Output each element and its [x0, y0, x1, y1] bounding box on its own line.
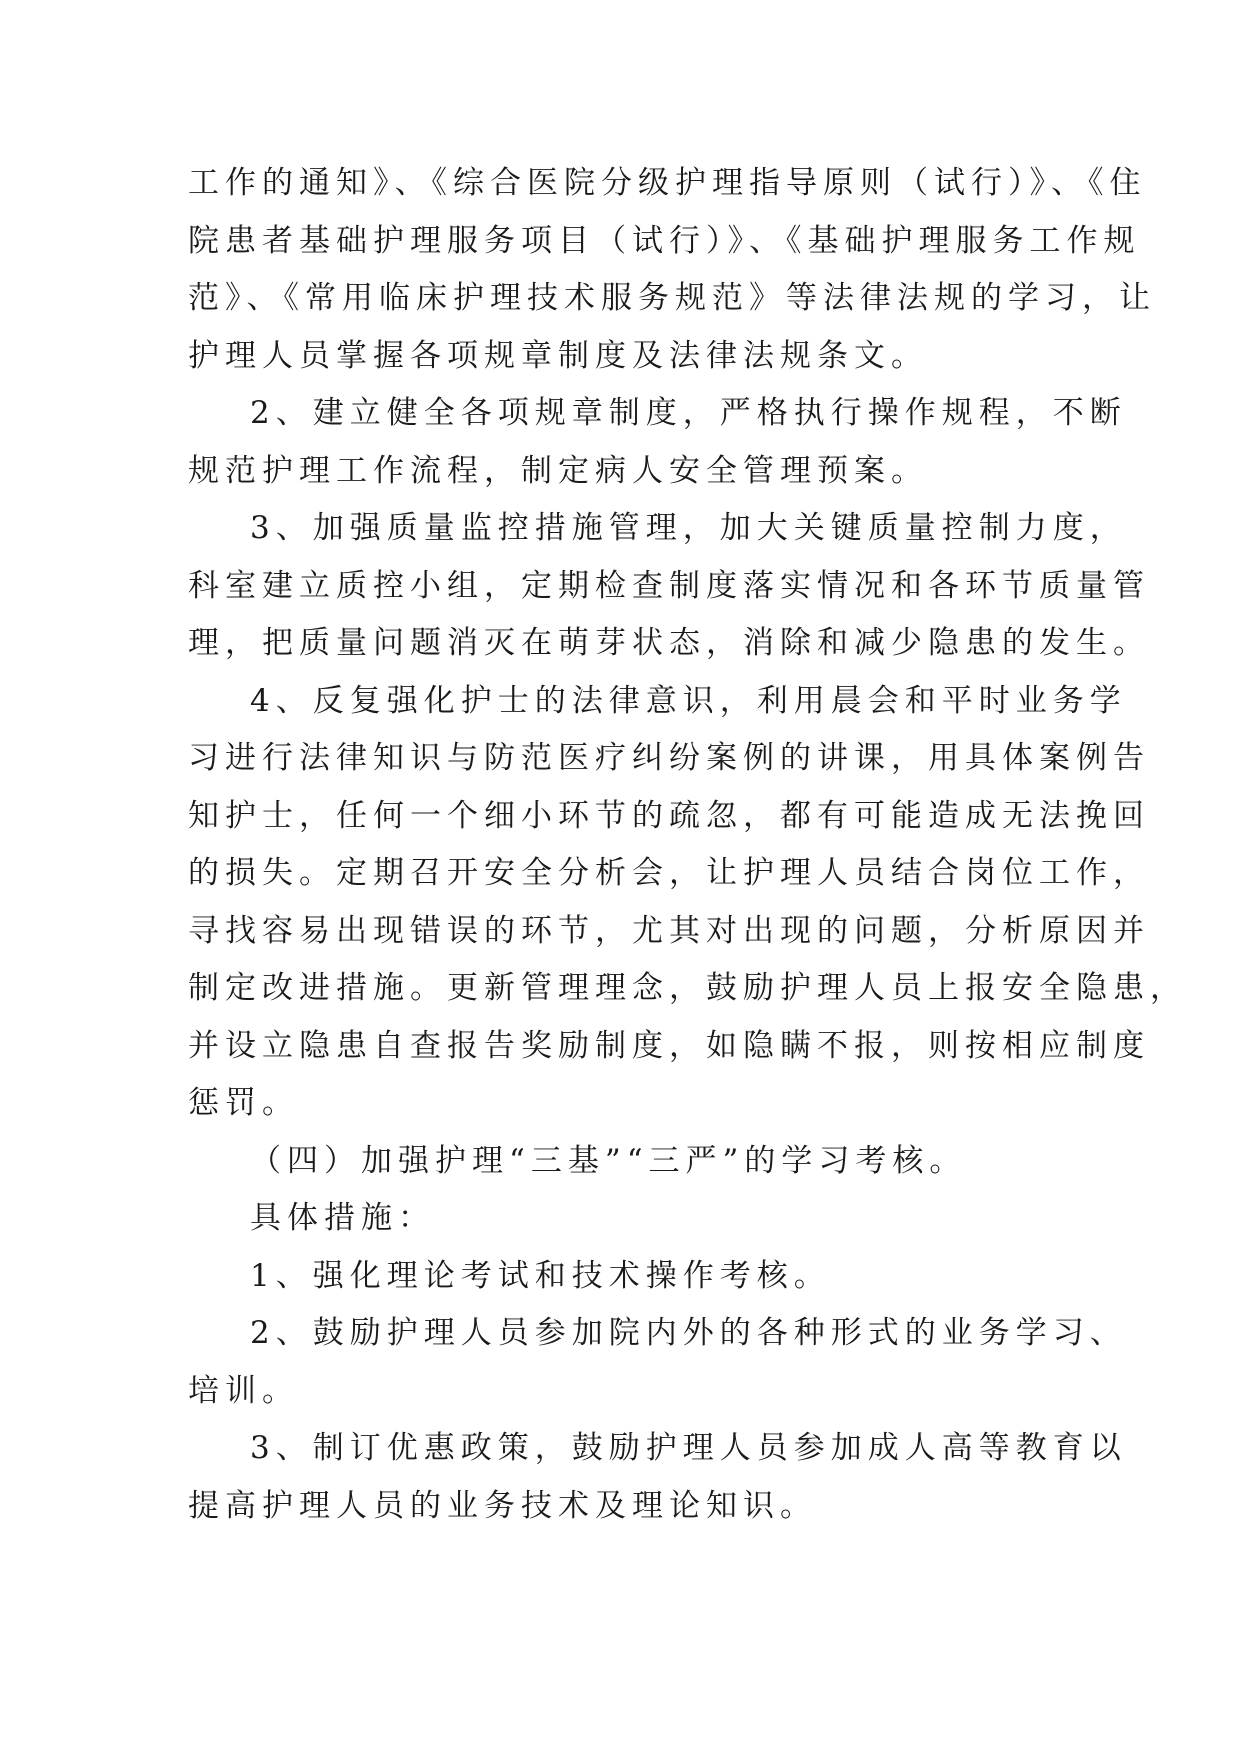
text-line: 理，把质量问题消灭在萌芽状态，消除和减少隐患的发生。	[188, 625, 1150, 661]
text-line: （四）加强护理“三基”“三严”的学习考核。	[250, 1142, 967, 1179]
text-line: 院患者基础护理服务项目（试行）》、《基础护理服务工作规	[188, 222, 1141, 259]
text-line: 2、鼓励护理人员参加院内外的各种形式的业务学习、	[250, 1315, 1127, 1351]
text-line: 工作的通知》、《综合医院分级护理指导原则（试行）》、《住	[188, 165, 1147, 201]
text-line: 范》、《常用临床护理技术服务规范》等法律法规的学习，让	[188, 280, 1156, 316]
text-line: 3、加强质量监控措施管理，加大关键质量控制力度，	[250, 510, 1127, 546]
text-line: 的损失。定期召开安全分析会，让护理人员结合岗位工作，	[188, 855, 1150, 891]
text-line: 惩罚。	[188, 1085, 299, 1121]
text-line: 并设立隐患自查报告奖励制度，如隐瞒不报，则按相应制度	[188, 1027, 1150, 1064]
text-line: 科室建立质控小组，定期检查制度落实情况和各环节质量管	[188, 567, 1150, 604]
text-line: 护理人员掌握各项规章制度及法律法规条文。	[188, 337, 928, 374]
text-line: 制定改进措施。更新管理理念，鼓励护理人员上报安全隐患，	[188, 970, 1187, 1006]
text-line: 1、强化理论考试和技术操作考核。	[250, 1257, 831, 1294]
text-line: 知护士，任何一个细小环节的疏忽，都有可能造成无法挽回	[188, 797, 1150, 834]
text-line: 习进行法律知识与防范医疗纠纷案例的讲课，用具体案例告	[188, 740, 1150, 776]
text-line: 2、建立健全各项规章制度，严格执行操作规程，不断	[250, 395, 1127, 431]
text-line: 规范护理工作流程，制定病人安全管理预案。	[188, 452, 928, 489]
text-line: 培训。	[188, 1372, 299, 1409]
text-line: 寻找容易出现错误的环节，尤其对出现的问题，分析原因并	[188, 912, 1150, 949]
document-body	[188, 155, 1187, 1535]
text-line: 4、反复强化护士的法律意识，利用晨会和平时业务学	[250, 682, 1127, 719]
text-line: 3、制订优惠政策，鼓励护理人员参加成人高等教育以	[250, 1430, 1127, 1466]
text-line: 具体措施：	[250, 1200, 435, 1236]
text-line: 提高护理人员的业务技术及理论知识。	[188, 1487, 817, 1524]
